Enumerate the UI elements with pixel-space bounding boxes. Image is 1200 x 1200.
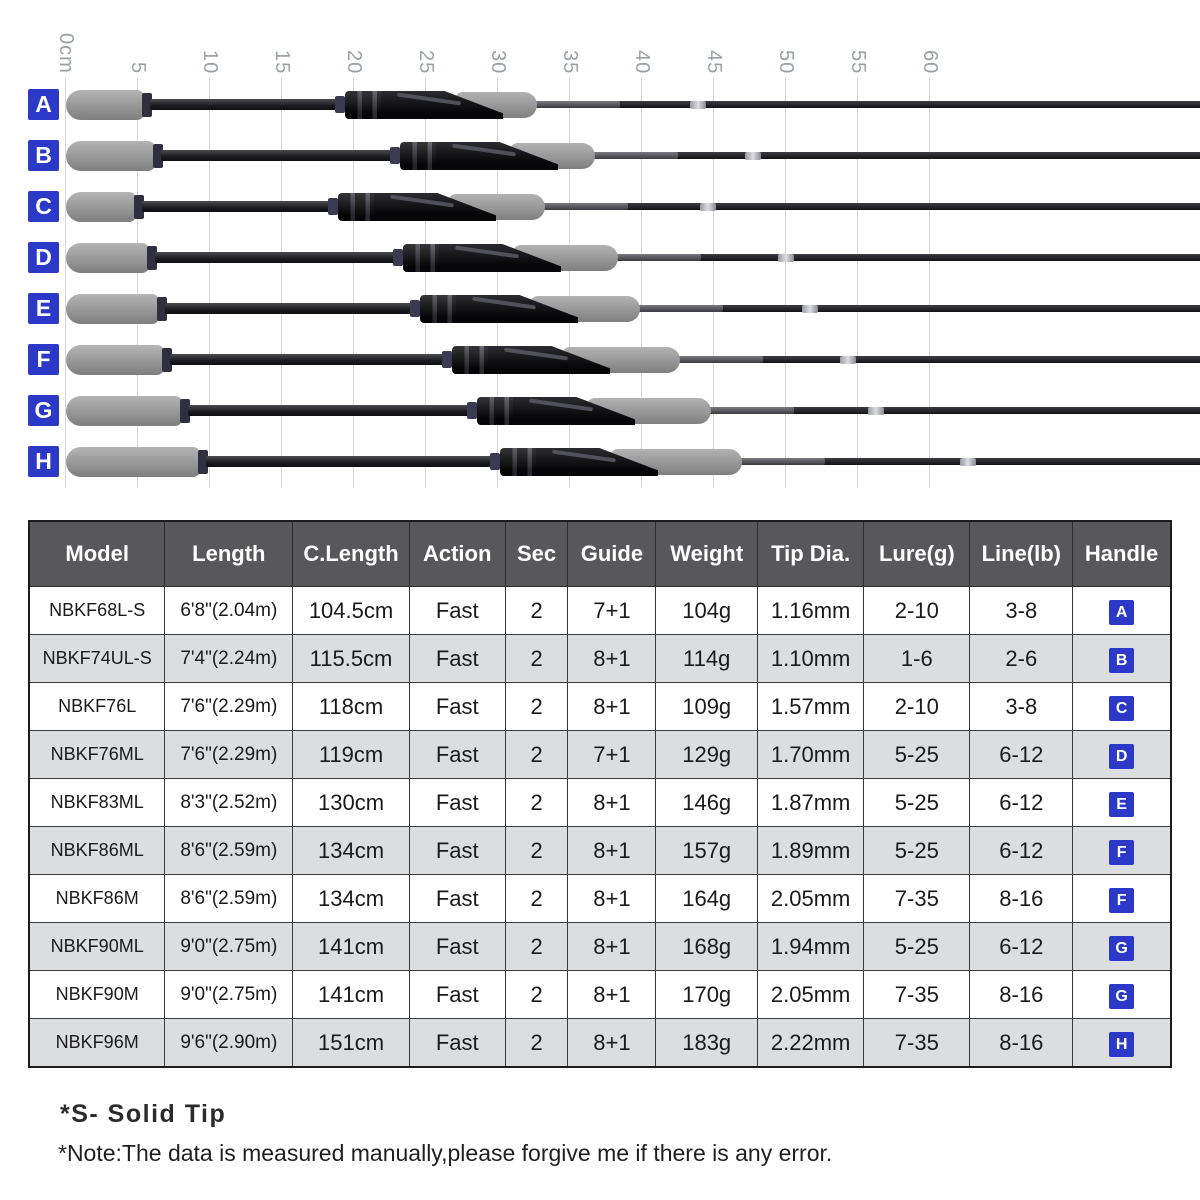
table-cell: 2: [505, 875, 568, 923]
rod-blank-sheen: [678, 356, 763, 363]
table-cell: 2: [505, 971, 568, 1019]
table-cell: 8'6"(2.59m): [165, 875, 293, 923]
rod-label-h: H: [28, 446, 59, 477]
rod-ferrule: [745, 152, 761, 160]
table-row: [29, 827, 1171, 875]
column-header: C.Length: [293, 521, 409, 587]
table-cell: 6-12: [970, 731, 1073, 779]
table-row: [29, 971, 1171, 1019]
rod-reel-seat: [403, 244, 445, 272]
table-cell: 9'6"(2.90m): [165, 1019, 293, 1068]
rod-blank: [591, 152, 1200, 159]
rod-ferrule: [690, 101, 706, 109]
table-cell: Fast: [409, 1019, 505, 1068]
table-cell: 183g: [656, 1019, 758, 1068]
ruler-tick-label: 55: [847, 49, 869, 74]
table-row: [29, 635, 1171, 683]
rod-winding-check: [442, 351, 452, 368]
rod-ferrule: [840, 356, 856, 364]
rod-rear-shaft: [206, 456, 494, 467]
rod-reel-seat: [420, 295, 462, 323]
rod-rear-shaft: [161, 150, 394, 161]
ruler-tick-label: 45: [703, 49, 725, 74]
table-cell: 8-16: [970, 971, 1073, 1019]
table-cell: 5-25: [864, 731, 970, 779]
rod-winding-check: [328, 198, 338, 215]
table-cell: 118cm: [293, 683, 409, 731]
column-header: Line(lb): [970, 521, 1073, 587]
table-cell: NBKF90ML: [29, 923, 165, 971]
table-cell: 8-16: [970, 875, 1073, 923]
ruler-tick-label: 10: [199, 49, 221, 74]
rod-reel-seat: [452, 346, 494, 374]
rod-butt-grip: [66, 243, 149, 273]
handle-badge: F: [1109, 888, 1134, 913]
table-cell: 1.87mm: [758, 779, 864, 827]
header-row: [29, 521, 1171, 587]
table-cell: 7-35: [864, 971, 970, 1019]
table-cell: Fast: [409, 779, 505, 827]
rod-blank-sheen: [543, 203, 628, 210]
handle-cell: [1073, 971, 1171, 1019]
table-cell: Fast: [409, 683, 505, 731]
rod-butt-grip: [66, 345, 164, 375]
table-row: [29, 779, 1171, 827]
handle-cell: [1073, 587, 1171, 635]
table-cell: NBKF96M: [29, 1019, 165, 1068]
ruler-tick-label: 15: [271, 49, 293, 74]
table-row: [29, 731, 1171, 779]
rod-label-f: F: [28, 344, 59, 375]
rod-reel-seat: [477, 397, 519, 425]
handle-badge: E: [1109, 792, 1134, 817]
table-cell: 168g: [656, 923, 758, 971]
handle-badge: F: [1109, 840, 1134, 865]
table-cell: 8-16: [970, 1019, 1073, 1068]
rod-blank-sheen: [638, 305, 723, 312]
table-cell: 7-35: [864, 875, 970, 923]
rod-blank-sheen: [535, 101, 620, 108]
rod-rear-shaft: [142, 201, 332, 212]
table-cell: 7+1: [568, 731, 656, 779]
ruler-tick-label: 40: [631, 49, 653, 74]
table-cell: 134cm: [293, 875, 409, 923]
table-cell: 109g: [656, 683, 758, 731]
table-cell: 6'8"(2.04m): [165, 587, 293, 635]
rod-rear-shaft: [170, 354, 446, 365]
table-cell: 7-35: [864, 1019, 970, 1068]
ruler-tick-label: 0cm: [55, 33, 77, 74]
table-cell: 2-10: [864, 683, 970, 731]
column-header: Sec: [505, 521, 568, 587]
table-cell: 9'0"(2.75m): [165, 923, 293, 971]
table-row: [29, 587, 1171, 635]
spec-table: [28, 520, 1172, 1068]
table-cell: 2: [505, 779, 568, 827]
rod-blank-sheen: [593, 152, 678, 159]
table-row: [29, 923, 1171, 971]
table-cell: 2: [505, 1019, 568, 1068]
rod-label-e: E: [28, 293, 59, 324]
handle-cell: [1073, 923, 1171, 971]
rod-reel-seat: [345, 91, 387, 119]
rod-label-g: G: [28, 395, 59, 426]
handle-cell: [1073, 779, 1171, 827]
table-cell: 114g: [656, 635, 758, 683]
column-header: Guide: [568, 521, 656, 587]
rod-blank: [541, 203, 1200, 210]
rod-ferrule: [778, 254, 794, 262]
ruler-tick-label: 25: [415, 49, 437, 74]
column-header: Model: [29, 521, 165, 587]
table-cell: 141cm: [293, 923, 409, 971]
column-header: Length: [165, 521, 293, 587]
rod-ferrule: [700, 203, 716, 211]
table-cell: 1.94mm: [758, 923, 864, 971]
rod-rear-shaft: [150, 99, 339, 110]
rod-winding-check: [410, 300, 420, 317]
rod-label-c: C: [28, 191, 59, 222]
table-cell: 1.16mm: [758, 587, 864, 635]
rod-butt-grip: [66, 447, 200, 477]
table-cell: 2: [505, 587, 568, 635]
rod-winding-check: [467, 402, 477, 419]
handle-cell: [1073, 635, 1171, 683]
table-cell: Fast: [409, 635, 505, 683]
ruler-tick-label: 60: [919, 49, 941, 74]
rod-ferrule: [960, 458, 976, 466]
table-cell: 8+1: [568, 635, 656, 683]
handle-cell: [1073, 683, 1171, 731]
ruler-tick-label: 30: [487, 49, 509, 74]
table-cell: 8'3"(2.52m): [165, 779, 293, 827]
ruler-tick-label: 5: [127, 61, 149, 74]
handle-badge: C: [1109, 696, 1134, 721]
table-cell: 7'4"(2.24m): [165, 635, 293, 683]
handle-badge: D: [1109, 744, 1134, 769]
table-cell: 7+1: [568, 587, 656, 635]
table-cell: 2-10: [864, 587, 970, 635]
rod-winding-check: [390, 147, 400, 164]
table-cell: NBKF68L-S: [29, 587, 165, 635]
table-cell: 5-25: [864, 923, 970, 971]
column-header: Action: [409, 521, 505, 587]
rod-blank-sheen: [709, 407, 794, 414]
rod-blank: [533, 101, 1200, 108]
rod-label-a: A: [28, 89, 59, 120]
rod-blank: [614, 254, 1200, 261]
table-cell: 8+1: [568, 827, 656, 875]
handle-cell: [1073, 1019, 1171, 1068]
handle-cell: [1073, 875, 1171, 923]
table-cell: 104.5cm: [293, 587, 409, 635]
measurement-note: *Note:The data is measured manually,please forgive me if there is any error.: [58, 1140, 833, 1166]
table-cell: NBKF86ML: [29, 827, 165, 875]
rod-butt-grip: [66, 294, 159, 324]
handle-badge: B: [1109, 648, 1134, 673]
ruler-tick-label: 35: [559, 49, 581, 74]
table-cell: 6-12: [970, 827, 1073, 875]
column-header: Tip Dia.: [758, 521, 864, 587]
table-cell: 134cm: [293, 827, 409, 875]
table-row: [29, 683, 1171, 731]
table-cell: 2.05mm: [758, 875, 864, 923]
rod-blank-sheen: [616, 254, 701, 261]
rod-butt-grip: [66, 141, 155, 171]
table-cell: 5-25: [864, 827, 970, 875]
table-cell: 104g: [656, 587, 758, 635]
table-cell: Fast: [409, 827, 505, 875]
table-cell: 2: [505, 923, 568, 971]
rod-butt-grip: [66, 396, 182, 426]
table-cell: 8+1: [568, 971, 656, 1019]
rod-rear-shaft: [165, 303, 414, 314]
table-cell: 129g: [656, 731, 758, 779]
handle-cell: [1073, 731, 1171, 779]
table-cell: 8'6"(2.59m): [165, 827, 293, 875]
table-cell: 1.70mm: [758, 731, 864, 779]
table-cell: NBKF83ML: [29, 779, 165, 827]
rod-diagram: [0, 0, 1200, 510]
table-cell: NBKF90M: [29, 971, 165, 1019]
handle-cell: [1073, 827, 1171, 875]
table-cell: 151cm: [293, 1019, 409, 1068]
rod-reel-seat: [338, 193, 380, 221]
table-cell: 146g: [656, 779, 758, 827]
ruler-tick-label: 20: [343, 49, 365, 74]
table-row: [29, 1019, 1171, 1068]
table-cell: 3-8: [970, 683, 1073, 731]
solid-tip-note: *S- Solid Tip: [60, 1100, 227, 1128]
table-cell: 8+1: [568, 875, 656, 923]
table-cell: Fast: [409, 923, 505, 971]
table-cell: 2-6: [970, 635, 1073, 683]
table-cell: 2: [505, 827, 568, 875]
table-cell: Fast: [409, 875, 505, 923]
table-cell: NBKF74UL-S: [29, 635, 165, 683]
rod-rear-shaft: [155, 252, 397, 263]
rod-blank-sheen: [740, 458, 825, 465]
table-cell: 7'6"(2.29m): [165, 731, 293, 779]
table-cell: 2: [505, 635, 568, 683]
table-row: [29, 875, 1171, 923]
rod-label-b: B: [28, 140, 59, 171]
rod-winding-check: [335, 96, 345, 113]
table-cell: 2: [505, 731, 568, 779]
table-cell: 164g: [656, 875, 758, 923]
table-cell: 1-6: [864, 635, 970, 683]
table-cell: NBKF76ML: [29, 731, 165, 779]
table-cell: 1.57mm: [758, 683, 864, 731]
rod-butt-grip: [66, 192, 136, 222]
table-cell: 170g: [656, 971, 758, 1019]
column-header: Handle: [1073, 521, 1171, 587]
table-cell: Fast: [409, 971, 505, 1019]
rod-ferrule: [802, 305, 818, 313]
table-cell: 2.05mm: [758, 971, 864, 1019]
table-cell: Fast: [409, 587, 505, 635]
table-cell: NBKF86M: [29, 875, 165, 923]
table-cell: 9'0"(2.75m): [165, 971, 293, 1019]
rod-rear-shaft: [188, 405, 471, 416]
column-header: Weight: [656, 521, 758, 587]
rod-reel-seat: [400, 142, 442, 170]
table-cell: 141cm: [293, 971, 409, 1019]
spec-table-body: [29, 587, 1171, 1068]
table-cell: 2.22mm: [758, 1019, 864, 1068]
handle-badge: G: [1109, 936, 1134, 961]
handle-badge: G: [1109, 984, 1134, 1009]
spec-table-head: [29, 521, 1171, 587]
handle-badge: A: [1109, 600, 1134, 625]
table-cell: 7'6"(2.29m): [165, 683, 293, 731]
table-cell: NBKF76L: [29, 683, 165, 731]
table-cell: 1.10mm: [758, 635, 864, 683]
table-cell: 157g: [656, 827, 758, 875]
table-cell: 2: [505, 683, 568, 731]
table-cell: 5-25: [864, 779, 970, 827]
rod-reel-seat: [500, 448, 542, 476]
table-cell: 1.89mm: [758, 827, 864, 875]
table-cell: 6-12: [970, 923, 1073, 971]
rod-ferrule: [868, 407, 884, 415]
table-cell: 8+1: [568, 923, 656, 971]
rod-label-d: D: [28, 242, 59, 273]
column-header: Lure(g): [864, 521, 970, 587]
table-cell: Fast: [409, 731, 505, 779]
table-cell: 8+1: [568, 683, 656, 731]
table-cell: 130cm: [293, 779, 409, 827]
table-cell: 8+1: [568, 779, 656, 827]
table-cell: 3-8: [970, 587, 1073, 635]
ruler-tick-label: 50: [775, 49, 797, 74]
table-cell: 8+1: [568, 1019, 656, 1068]
table-cell: 115.5cm: [293, 635, 409, 683]
table-cell: 6-12: [970, 779, 1073, 827]
rod-winding-check: [393, 249, 403, 266]
rod-winding-check: [490, 453, 500, 470]
table-cell: 119cm: [293, 731, 409, 779]
handle-badge: H: [1109, 1032, 1134, 1057]
rod-butt-grip: [66, 90, 144, 120]
